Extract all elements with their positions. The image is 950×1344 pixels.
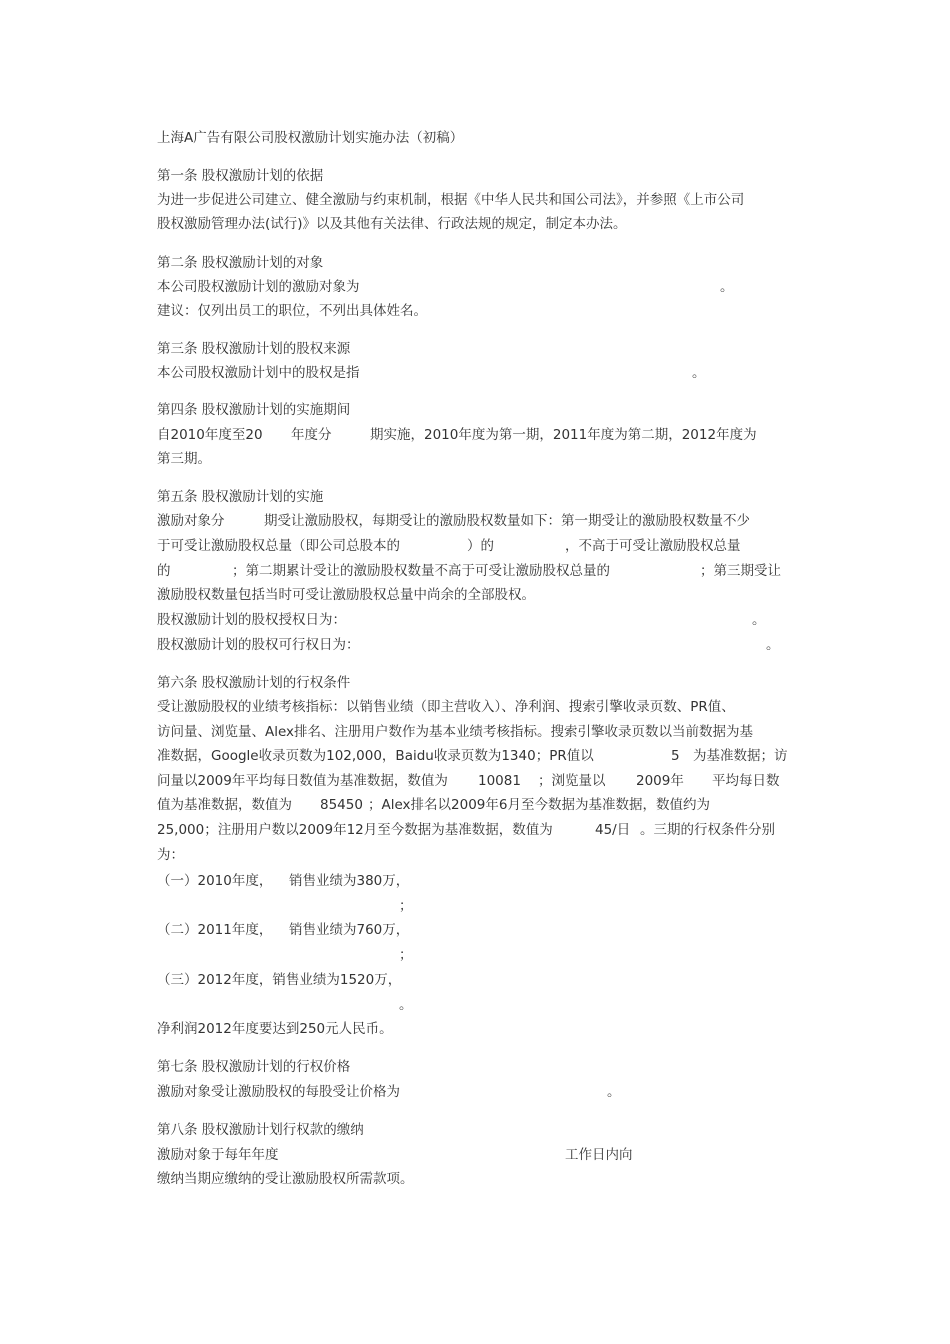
article-6-line-2: 访问量、浏览量、Alex排名、注册用户数作为基本业绩考核指标。搜索引擎收录页数以当前数据为基 [157,724,754,740]
article-6-line-5a: 值为基准数据，数值为 [157,797,292,813]
article-6-heading: 第六条 股权激励计划的行权条件 [157,675,351,691]
article-5-line-6: 股权激励计划的股权可行权日为： [157,637,360,653]
article-5-line-3b: ；第二期累计受让的激励股权数量不高于可受让激励股权总量的 [232,563,610,579]
article-3-heading: 第三条 股权激励计划的股权来源 [157,341,351,357]
article-6-line-4b: 10081 [478,773,521,789]
article-6-line-6a: 25,000；注册用户数以2009年12月至今数据为基准数据，数值为 [157,822,553,838]
article-6-line-1: 受让激励股权的业绩考核指标：以销售业绩（即主营收入）、净利润、搜索引擎收录页数、PR值、 [157,699,735,715]
article-4-line-1b: 年度分 [291,427,332,443]
condition-1-target: 销售业绩为380万， [289,873,410,889]
article-7-line-1: 激励对象受让激励股权的每股受让价格为 [157,1084,400,1100]
article-6-line-3c: 为基准数据；访 [693,748,788,764]
article-5-line-3a: 的 [157,563,171,579]
article-8-line-1a: 激励对象于每年年度 [157,1147,279,1163]
article-5-line-5: 股权激励计划的股权授权日为： [157,612,346,628]
condition-3: （三）2012年度，销售业绩为1520万， [157,972,402,988]
article-5-line-1a: 激励对象分 [157,513,225,529]
article-6-line-6c: 。三期的行权条件分别 [640,822,775,838]
article-4-heading: 第四条 股权激励计划的实施期间 [157,402,351,418]
article-1-line-2: 股权激励管理办法(试行)》以及其他有关法律、行政法规的规定，制定本办法。 [157,216,627,232]
article-5-line-1b: 期受让激励股权，每期受让的激励股权数量如下：第一期受让的激励股权数量不少 [264,513,750,529]
article-2-heading: 第二条 股权激励计划的对象 [157,255,324,271]
article-4-line-1a: 自2010年度至20 [157,427,263,443]
article-5-line-4: 激励股权数量包括当时可受让激励股权总量中尚余的全部股权。 [157,587,535,603]
article-8-line-2: 缴纳当期应缴纳的受让激励股权所需款项。 [157,1171,414,1187]
condition-1-end: ； [399,898,413,914]
article-5-line-2c: ，不高于可受让激励股权总量 [565,538,741,554]
article-3-line-1-end: 。 [692,365,706,381]
article-6-line-3a: 准数据，Google收录页数为102,000，Baidu收录页数为1340；PR值以 [157,748,594,764]
article-6-line-5b: 85450 [320,797,363,813]
condition-1-year: （一）2010年度， [157,873,273,889]
article-5-line-6-end: 。 [766,637,780,653]
article-7-line-1-end: 。 [607,1084,621,1100]
document-title: 上海A广告有限公司股权激励计划实施办法（初稿） [157,130,464,146]
article-4-line-1c: 期实施，2010年度为第一期，2011年度为第二期，2012年度为 [370,427,757,443]
article-6-line-3b: 5 [671,748,680,764]
article-2-line-1: 本公司股权激励计划的激励对象为 [157,279,360,295]
article-8-line-1b: 工作日内向 [565,1147,633,1163]
condition-2-target: 销售业绩为760万， [289,922,410,938]
article-5-line-5-end: 。 [752,612,766,628]
article-6-line-4c: ；浏览量以 [538,773,606,789]
article-6-line-8: 净利润2012年度要达到250元人民币。 [157,1021,393,1037]
article-1-line-1: 为进一步促进公司建立、健全激励与约束机制，根据《中华人民共和国公司法》，并参照《上市公司 [157,192,745,208]
article-2-line-2: 建议：仅列出员工的职位，不列出具体姓名。 [157,303,427,319]
article-7-heading: 第七条 股权激励计划的行权价格 [157,1059,351,1075]
article-3-line-1: 本公司股权激励计划中的股权是指 [157,365,360,381]
article-6-line-4e: 平均每日数 [712,773,780,789]
article-2-line-1-end: 。 [720,279,734,295]
article-5-line-2a: 于可受让激励股权总量（即公司总股本的 [157,538,400,554]
condition-3-end: 。 [399,997,413,1013]
article-1-heading: 第一条 股权激励计划的依据 [157,168,324,184]
article-6-line-5c: ；Alex排名以2009年6月至今数据为基准数据，数值约为 [368,797,710,813]
article-5-line-3c: ；第三期受让 [700,563,781,579]
article-6-line-7: 为： [157,847,184,863]
article-5-line-2b: ）的 [467,538,494,554]
article-6-line-6b: 45/日 [595,822,631,838]
article-5-heading: 第五条 股权激励计划的实施 [157,489,324,505]
article-6-line-4d: 2009年 [636,773,684,789]
article-6-line-4a: 问量以2009年平均每日数值为基准数据，数值为 [157,773,448,789]
article-8-heading: 第八条 股权激励计划行权款的缴纳 [157,1122,364,1138]
condition-2-year: （二）2011年度， [157,922,273,938]
condition-2-end: ； [399,947,413,963]
article-4-line-2: 第三期。 [157,451,211,467]
